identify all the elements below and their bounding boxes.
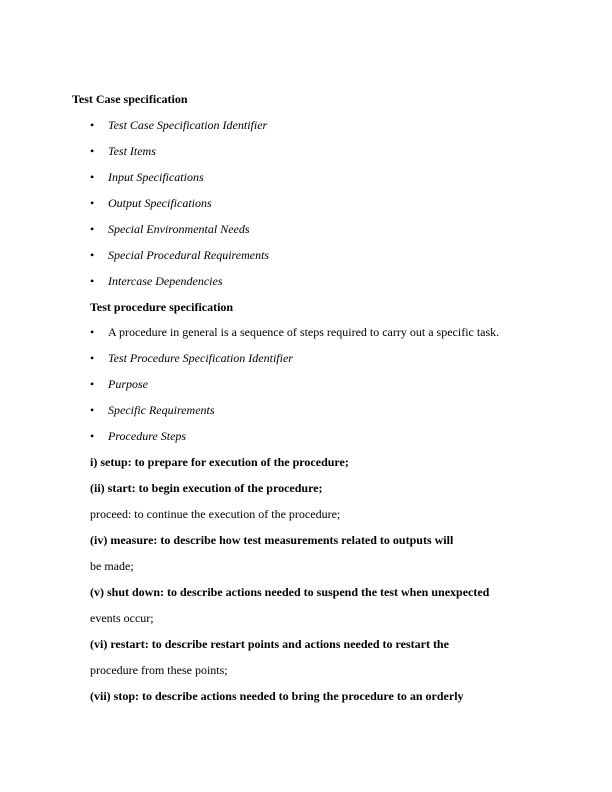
step-measure-cont: be made; — [90, 559, 134, 573]
list-item: Intercase Dependencies — [108, 274, 223, 288]
list-item: Test Procedure Specification Identifier — [108, 351, 293, 365]
step-start: (ii) start: to begin execution of the procedure; — [90, 481, 323, 495]
bullet-icon: • — [90, 170, 95, 184]
bullet-icon: • — [90, 144, 95, 158]
step-setup: i) setup: to prepare for execution of the procedure; — [90, 455, 349, 469]
list-item: Input Specifications — [108, 170, 204, 184]
list-item: Test Case Specification Identifier — [108, 118, 268, 132]
bullet-icon: • — [90, 377, 95, 391]
list-item: Test Items — [108, 144, 156, 158]
step-restart-cont: procedure from these points; — [90, 663, 228, 677]
step-measure: (iv) measure: to describe how test measurements related to outputs will — [90, 533, 454, 547]
list-item-intro: A procedure in general is a sequence of steps required to carry out a specific task. — [108, 325, 500, 339]
bullet-icon: • — [90, 325, 95, 339]
bullet-icon: • — [90, 429, 95, 443]
list-item: Procedure Steps — [108, 429, 187, 443]
step-shutdown-cont: events occur; — [90, 611, 154, 625]
step-restart: (vi) restart: to describe restart points and actions needed to restart the — [90, 637, 449, 651]
bullet-icon: • — [90, 274, 95, 288]
bullet-icon: • — [90, 118, 95, 132]
list-item: Special Environmental Needs — [108, 222, 250, 236]
step-proceed: proceed: to continue the execution of the procedure; — [90, 507, 341, 521]
list-item: Special Procedural Requirements — [108, 248, 270, 262]
list-item: Purpose — [108, 377, 148, 391]
bullet-icon: • — [90, 248, 95, 262]
bullet-icon: • — [90, 403, 95, 417]
bullet-icon: • — [90, 196, 95, 210]
step-shutdown: (v) shut down: to describe actions needed to suspend the test when unexpected — [90, 585, 490, 599]
list-item: Specific Requirements — [108, 403, 215, 417]
section-title-test-case: Test Case specification — [72, 92, 188, 106]
bullet-icon: • — [90, 222, 95, 236]
step-stop: (vii) stop: to describe actions needed to bring the procedure to an orderly — [90, 689, 464, 703]
bullet-icon: • — [90, 351, 95, 365]
section-title-test-procedure: Test procedure specification — [90, 300, 234, 314]
list-item: Output Specifications — [108, 196, 212, 210]
